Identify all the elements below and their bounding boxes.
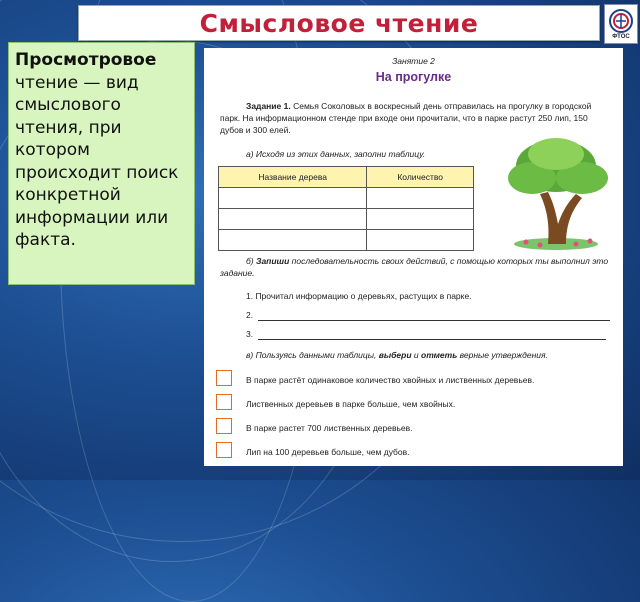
table-cell-quantity[interactable] <box>367 188 474 209</box>
subtask-v-mid: и <box>411 350 421 360</box>
statement-checkbox[interactable] <box>216 370 232 386</box>
table-row <box>219 188 474 209</box>
logo <box>604 4 638 44</box>
table-header-quantity: Количество <box>367 167 474 188</box>
table-cell-tree[interactable] <box>219 188 367 209</box>
statement-checkbox[interactable] <box>216 394 232 410</box>
definition-box <box>8 42 195 285</box>
subtask-v-verb-2: отметь <box>421 350 458 360</box>
subtask-a: а) Исходя из этих данных, заполни таблицу. <box>246 149 426 159</box>
table-row <box>219 209 474 230</box>
task-1-label: Задание 1. <box>246 101 291 111</box>
trees-table <box>218 166 474 251</box>
step-1: 1. Прочитал информацию о деревьях, растущих в парке. <box>246 291 472 301</box>
statement-text: В парке растет 700 лиственных деревьев. <box>246 423 413 433</box>
subtask-v <box>246 350 548 360</box>
lesson-number: Занятие 2 <box>392 56 435 66</box>
subtask-b-text: последовательность своих действий, с помощью которых ты выполнил это задание. <box>220 256 609 278</box>
subtask-b <box>220 255 610 279</box>
subtask-v-suffix: верные утверждения. <box>457 350 548 360</box>
table-header-tree-name: Название дерева <box>219 167 367 188</box>
step-3-answer-line[interactable] <box>258 339 606 340</box>
statement-checkbox[interactable] <box>216 418 232 434</box>
title-bar <box>78 5 600 41</box>
subtask-v-prefix: в) Пользуясь данными таблицы, <box>246 350 379 360</box>
step-3-label: 3. <box>246 329 254 339</box>
table-cell-tree[interactable] <box>219 209 367 230</box>
task-1-body: Семья Соколовых в воскресный день отправилась на прогулку в городской парк. На информационном стенде при входе они прочитали, что в парке растут 250 лип, 150 дубов и 300 елей. <box>220 101 592 135</box>
worksheet-page <box>204 48 623 466</box>
table-row <box>219 230 474 251</box>
task-1-text <box>220 100 610 136</box>
statement-text: Лиственных деревьев в парке больше, чем хвойных. <box>246 399 456 409</box>
table-cell-quantity[interactable] <box>367 230 474 251</box>
subtask-b-prefix: б) <box>246 256 256 266</box>
table-cell-quantity[interactable] <box>367 209 474 230</box>
statement-checkbox[interactable] <box>216 442 232 458</box>
tree-illustration <box>496 132 616 252</box>
step-2-answer-line[interactable] <box>258 320 610 321</box>
definition-term: Просмотровое <box>15 50 157 70</box>
definition-text: чтение — вид смыслового чтения, при котором происходит поиск конкретной информации или факта. <box>15 72 179 250</box>
statement-item <box>216 442 616 462</box>
institution-emblem-icon <box>609 9 633 33</box>
statement-item <box>216 418 616 438</box>
slide-title: Смысловое чтение <box>199 8 479 38</box>
worksheet-heading: На прогулке <box>375 70 452 84</box>
subtask-v-verb-1: выбери <box>378 350 412 360</box>
statement-item <box>216 394 616 414</box>
statement-text: В парке растёт одинаковое количество хвойных и лиственных деревьев. <box>246 375 535 385</box>
subtask-b-verb: Запиши <box>255 256 290 266</box>
table-cell-tree[interactable] <box>219 230 367 251</box>
logo-caption: ФТОС <box>612 33 630 40</box>
statement-item <box>216 370 616 390</box>
step-2-label: 2. <box>246 310 254 320</box>
statement-text: Лип на 100 деревьев больше, чем дубов. <box>246 447 410 457</box>
